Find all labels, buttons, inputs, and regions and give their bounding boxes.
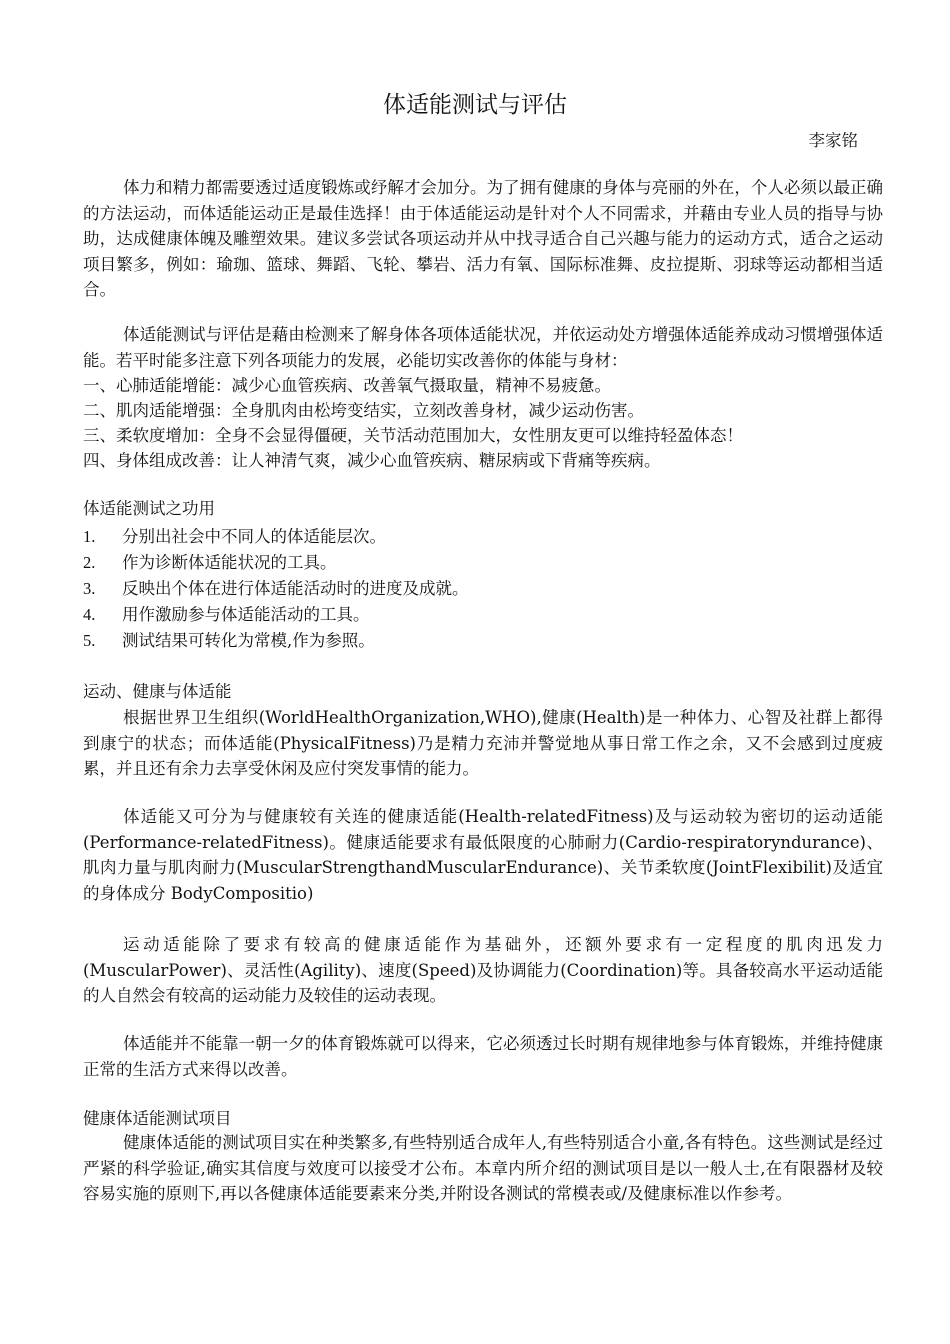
test-items-paragraph: 健康体适能的测试项目实在种类繁多,有些特别适合成年人,有些特别适合小童,各有特色。这些测试是经过严紧的科学验证,确实其信度与效度可以接受才公布。本章内所介绍的测试项目是以一般人士,在有限器材及较容易实施的原则下,再以各健康体适能要素来分类,并附设各测试的常模表或/及健康标准以作参考。 bbox=[83, 1133, 883, 1203]
list-text: 分别出社会中不同人的体适能层次。 bbox=[122, 527, 386, 546]
list-text: 作为诊断体适能状况的工具。 bbox=[122, 553, 337, 572]
benefit-list bbox=[83, 373, 883, 473]
intro-paragraph: 体力和精力都需要透过适度锻炼或纾解才会加分。为了拥有健康的身体与亮丽的外在，个人必须以最正确的方法运动，而体适能运动正是最佳选择！由于体适能运动是针对个人不同需求，并藉由专业人员的指导与协助，达成健康体魄及雕塑效果。建议多尝试各项运动并从中找寻适合自己兴趣与能力的运动方式，适合之运动项目繁多，例如：瑜珈、篮球、舞蹈、飞轮、攀岩、活力有氧、国际标准舞、皮拉提斯、羽球等运动都相当适合。 bbox=[83, 178, 883, 299]
list-number: 3. bbox=[83, 579, 96, 598]
list-item bbox=[83, 602, 469, 628]
list-item bbox=[83, 524, 469, 550]
benefit-item: 四、身体组成改善：让人神清气爽，减少心血管疾病、糖尿病或下背痛等疾病。 bbox=[83, 451, 661, 470]
list-number: 2. bbox=[83, 553, 96, 572]
list-text: 用作激励参与体适能活动的工具。 bbox=[122, 605, 370, 624]
section-heading-tests: 健康体适能测试项目 bbox=[83, 1109, 232, 1128]
list-text: 反映出个体在进行体适能活动时的进度及成就。 bbox=[122, 579, 469, 598]
list-number: 5. bbox=[83, 631, 96, 650]
fitness-types-paragraph: 体适能又可分为与健康较有关连的健康适能(Health-relatedFitness)及与运动较为密切的运动适能(Performance-relatedFitness)。健康适能要求有最低限度的心肺耐力(Cardio-respiratoryndurance)、肌肉力量与肌肉耐力(MuscularStrengthandMuscularEndurance)、关节柔软度(JointFlexibilit)及适宜的身体成分 BodyCompositio) bbox=[83, 807, 883, 903]
functions-list bbox=[83, 524, 469, 654]
benefit-item: 三、柔软度增加：全身不会显得僵硬，关节活动范围加大，女性朋友更可以维持轻盈体态！ bbox=[83, 426, 743, 445]
who-definition-paragraph: 根据世界卫生组织(WorldHealthOrganization,WHO),健康(Health)是一种体力、心智及社群上都得到康宁的状态；而体适能(PhysicalFitness)乃是精力充沛并警觉地从事日常工作之余，又不会感到过度疲累，并且还有余力去享受休闲及应付突发事情的能力。 bbox=[83, 708, 883, 778]
list-item bbox=[83, 576, 469, 602]
long-term-paragraph: 体适能并不能靠一朝一夕的体育锻炼就可以得来，它必须透过长时期有规律地参与体育锻炼，并维持健康正常的生活方式来得以改善。 bbox=[83, 1034, 883, 1079]
benefit-item: 二、肌肉适能增强：全身肌肉由松垮变结实，立刻改善身材，减少运动伤害。 bbox=[83, 401, 644, 420]
list-item bbox=[83, 628, 469, 654]
list-item bbox=[83, 550, 469, 576]
section-heading-functions: 体适能测试之功用 bbox=[83, 499, 215, 518]
list-number: 4. bbox=[83, 605, 96, 624]
author-name: 李家铭 bbox=[808, 131, 858, 150]
benefit-item: 一、心肺适能增能：减少心血管疾病、改善氧气摄取量，精神不易疲惫。 bbox=[83, 376, 611, 395]
section-heading-health: 运动、健康与体适能 bbox=[83, 682, 232, 701]
list-text: 测试结果可转化为常模,作为参照。 bbox=[122, 631, 375, 650]
sport-fitness-paragraph: 运动适能除了要求有较高的健康适能作为基础外，还额外要求有一定程度的肌肉迅发力(MuscularPower)、灵活性(Agility)、速度(Speed)及协调能力(Coordination)等。具备较高水平运动适能的人自然会有较高的运动能力及较佳的运动表现。 bbox=[83, 935, 883, 1005]
document-title: 体适能测试与评估 bbox=[383, 92, 567, 118]
list-number: 1. bbox=[83, 527, 96, 546]
assessment-paragraph: 体适能测试与评估是藉由检测来了解身体各项体适能状况，并依运动处方增强体适能养成动习惯增强体适能。若平时能多注意下列各项能力的发展，必能切实改善你的体能与身材： bbox=[83, 325, 883, 370]
